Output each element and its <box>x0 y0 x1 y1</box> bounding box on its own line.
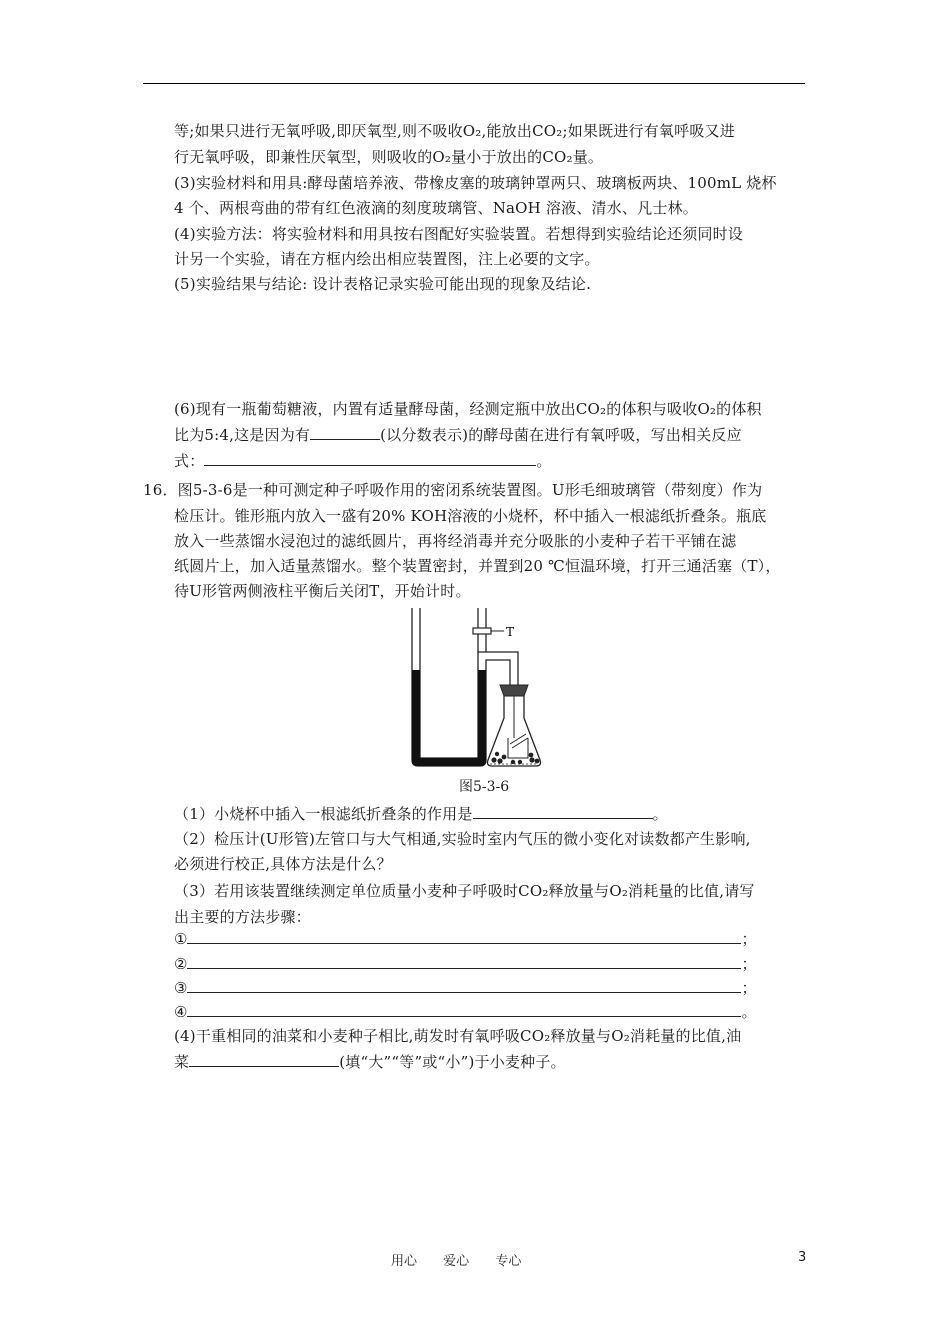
footer-item: 用心 <box>391 1254 418 1269</box>
subq-text: 菜 <box>174 1053 190 1071</box>
paragraph-line: (5)实验结果与结论: 设计表格记录实验可能出现的现象及结论. <box>174 275 592 293</box>
subq-text: (填“大”“等”或“小”)于小麦种子。 <box>339 1053 566 1071</box>
valve-label: T <box>506 625 515 639</box>
step-end: ； <box>741 930 757 948</box>
subq-line <box>174 1051 566 1073</box>
subq-line: （2）检压计(U形管)左管口与大气相通,实验时室内气压的微小变化对读数都产生影响, <box>174 830 751 848</box>
paragraph-line: (4)实验方法：将实验材料和用具按右图配好实验装置。若想得到实验结论还须同时设 <box>174 225 744 243</box>
step-answer-line <box>174 928 756 950</box>
answer-blank[interactable] <box>187 928 741 944</box>
subq-line <box>174 803 668 825</box>
q16-line: 放入一些蒸馏水浸泡过的滤纸圆片，再将经消毒并充分吸胀的小麦种子若干平铺在滤 <box>174 532 737 550</box>
answer-blank[interactable] <box>204 450 536 466</box>
step-end: ； <box>741 955 757 973</box>
manometer-liquid <box>412 670 486 766</box>
footer <box>391 1250 543 1269</box>
subq-line: 出主要的方法步骤： <box>174 908 311 926</box>
footer-item: 专心 <box>495 1254 522 1269</box>
q16-line: 检压计。锥形瓶内放入一盛有20% KOH溶液的小烧杯，杯中插入一根滤纸折叠条。瓶底 <box>174 507 767 525</box>
filter-paper-strip <box>510 734 526 744</box>
answer-blank[interactable] <box>310 424 380 440</box>
subq-text: 。 <box>652 805 668 823</box>
q6-text: 式： <box>174 452 205 470</box>
q16-line: 纸圆片上，加入适量蒸馏水。整个装置密封，并置到20 ℃恒温环境，打开三通活塞（T）， <box>174 557 781 575</box>
q6-text: 。 <box>536 452 552 470</box>
step-end: 。 <box>741 1003 757 1021</box>
answer-blank[interactable] <box>187 1001 741 1017</box>
q16-line: 待U形管两侧液柱平衡后关闭T，开始计时。 <box>174 582 471 600</box>
step-number: ② <box>174 955 188 973</box>
small-beaker <box>508 738 528 758</box>
q6-line <box>174 424 742 446</box>
subq-line: 必须进行校正,具体方法是什么？ <box>174 855 392 873</box>
valve-icon <box>473 628 491 634</box>
header-rule <box>143 83 805 84</box>
answer-blank[interactable] <box>187 977 741 993</box>
answer-blank[interactable] <box>189 1051 339 1067</box>
page-number: 3 <box>798 1250 807 1265</box>
subq-text: （1）小烧杯中插入一根滤纸折叠条的作用是 <box>174 805 473 823</box>
paragraph-line: 行无氧呼吸，即兼性厌氧型，则吸收的O₂量小于放出的CO₂量。 <box>174 148 604 166</box>
paragraph-line: 等;如果只进行无氧呼吸,即厌氧型,则不吸收O₂,能放出CO₂;如果既进行有氧呼吸又进 <box>174 122 735 140</box>
step-number: ③ <box>174 979 188 997</box>
subq-line: (4)干重相同的油菜和小麦种子相比,萌发时有氧呼吸CO₂释放量与O₂消耗量的比值,油 <box>174 1027 742 1045</box>
q6-line: (6)现有一瓶葡萄糖液，内置有适量酵母菌，经测定瓶中放出CO₂的体积与吸收O₂的体积 <box>174 400 762 418</box>
q6-text: (以分数表示)的酵母菌在进行有氧呼吸，写出相关反应 <box>380 426 742 444</box>
paragraph-line: 计另一个实验，请在方框内绘出相应装置图，注上必要的文字。 <box>174 250 600 268</box>
step-number: ④ <box>174 1003 188 1021</box>
step-answer-line <box>174 1001 756 1023</box>
q6-line <box>174 450 552 472</box>
step-end: ； <box>741 979 757 997</box>
subq-line: （3）若用该装置继续测定单位质量小麦种子呼吸时CO₂释放量与O₂消耗量的比值,请写 <box>174 882 755 900</box>
answer-blank[interactable] <box>473 803 653 819</box>
paragraph-line: (3)实验材料和用具:酵母菌培养液、带橡皮塞的玻璃钟罩两只、玻璃板两块、100mL 烧杯 <box>174 174 777 192</box>
q6-text: 比为5:4,这是因为有 <box>174 426 311 444</box>
answer-blank[interactable] <box>187 953 741 969</box>
step-answer-line <box>174 953 756 975</box>
rubber-stopper <box>500 685 528 696</box>
step-number: ① <box>174 930 188 948</box>
figure-caption: 图5-3-6 <box>459 779 510 795</box>
apparatus-figure <box>400 608 590 773</box>
step-answer-line <box>174 977 756 999</box>
footer-item: 爱心 <box>443 1254 470 1269</box>
paragraph-line: 4 个、两根弯曲的带有红色液滴的刻度玻璃管、NaOH 溶液、清水、凡士林。 <box>174 199 698 217</box>
q16-line: 16．图5-3-6是一种可测定种子呼吸作用的密闭系统装置图。U形毛细玻璃管（带刻度）作为 <box>143 481 763 499</box>
